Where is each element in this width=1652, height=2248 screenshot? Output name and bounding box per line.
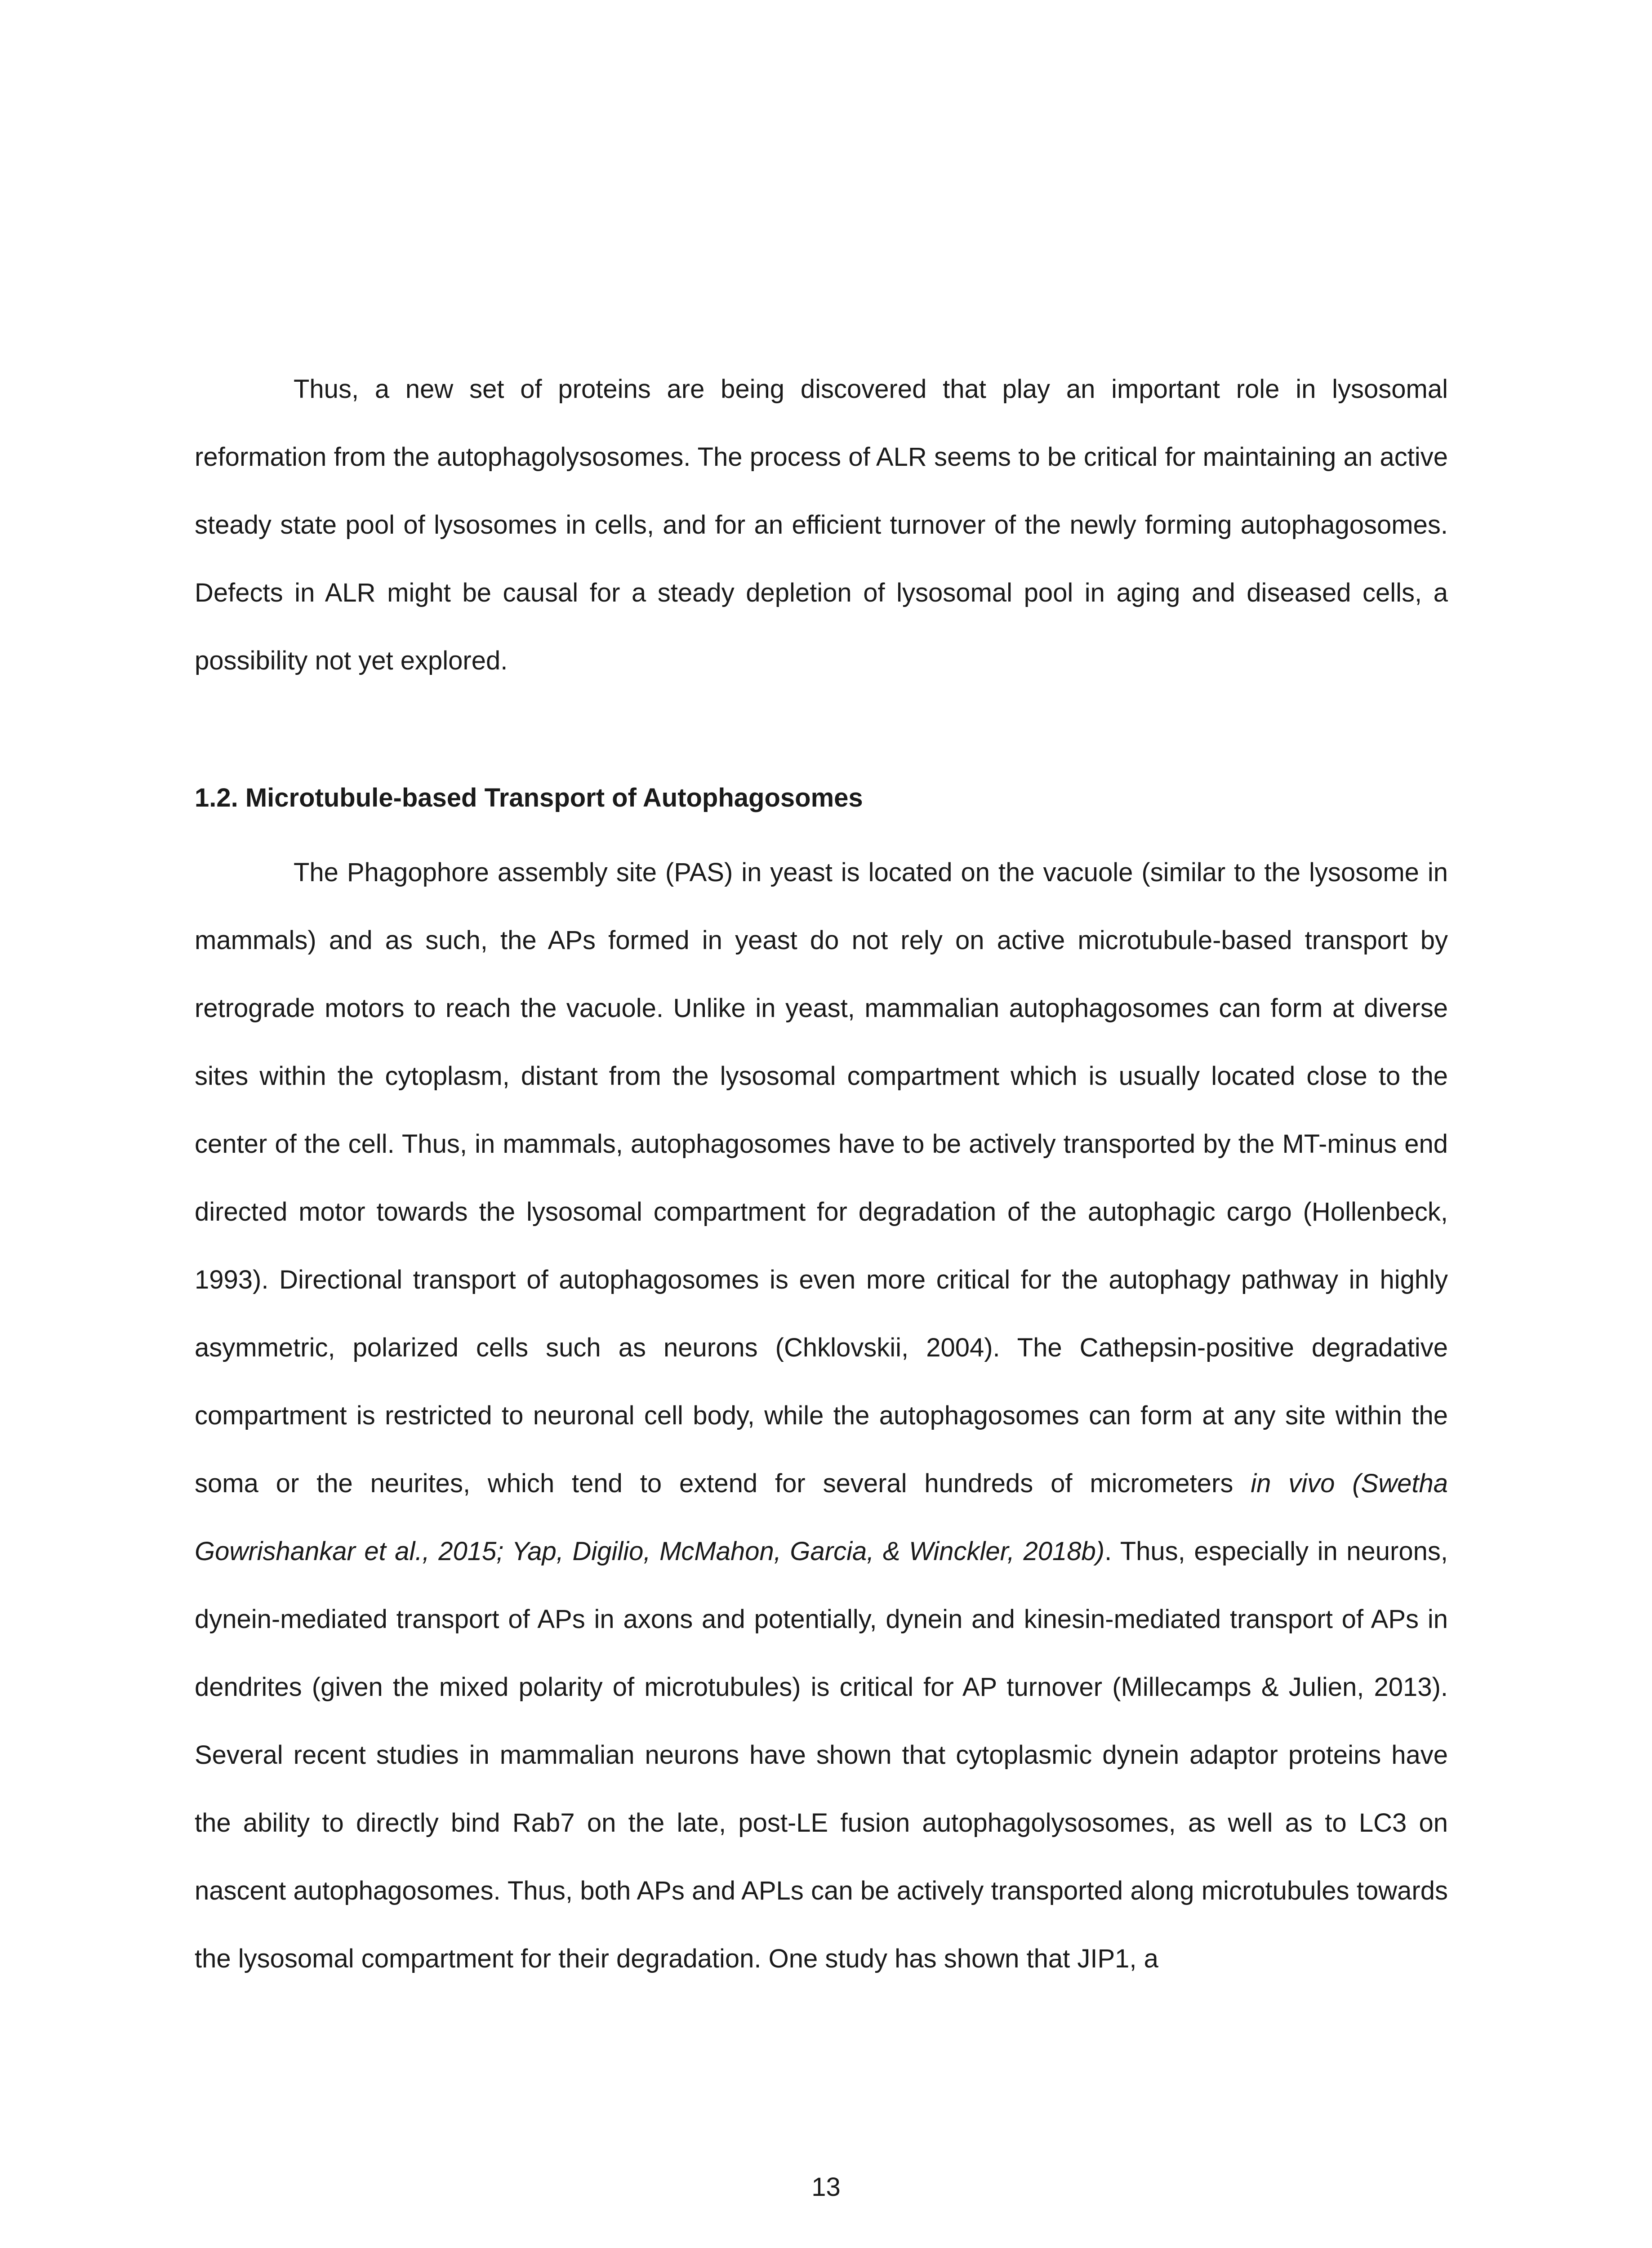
body-paragraph [195, 839, 1448, 1993]
body-paragraph: Thus, a new set of proteins are being discovered that play an important role in lysosomal reformation from the autophagolysosomes. The process of ALR seems to be critical for maintaining an active steady state pool of lysosomes in cells, and for an efficient turnover of the newly forming autophagosomes. Defects in ALR might be causal for a steady depletion of lysosomal pool in aging and diseased cells, a possibility not yet explored. [195, 375, 1448, 675]
paragraph-text: . Thus, especially in neurons, dynein-mediated transport of APs in axons and potentially, dynein and kinesin-mediated transport of APs in dendrites (given the mixed polarity of microtubules) is critical for AP turnover (Millecamps & Julien, 2013). Several recent studies in mammalian neurons have shown that cytoplasmic dynein adaptor proteins have the ability to directly bind Rab7 on the late, post-LE fusion autophagolysosomes, as well as to LC3 on nascent autophagosomes. Thus, both APs and APLs can be actively transported along microtubules towards the lysosomal compartment for their degradation. One study has shown that JIP1, a [195, 1537, 1448, 1973]
page-number: 13 [811, 2172, 841, 2202]
paragraph-text: The Phagophore assembly site (PAS) in yeast is located on the vacuole (similar to the lysosome in mammals) and as such, the APs formed in yeast do not rely on active microtubule-based transport by retrograde motors to reach the vacuole. Unlike in yeast, mammalian autophagosomes can form at diverse sites within the cytoplasm, distant from the lysosomal compartment which is usually located close to the center of the cell. Thus, in mammals, autophagosomes have to be actively transported by the MT-minus end directed motor towards the lysosomal compartment for degradation of the autophagic cargo (Hollenbeck, 1993). Directional transport of autophagosomes is even more critical for the autophagy pathway in highly asymmetric, polarized cells such as neurons (Chklovskii, 2004). The Cathepsin-positive degradative compartment is restricted to neuronal cell body, while the autophagosomes can form at any site within the soma or the neurites, which tend to extend for several hundreds of micrometers [195, 858, 1448, 1498]
section-heading: 1.2. Microtubule-based Transport of Autophagosomes [195, 783, 863, 812]
italic-citation: in vivo (Swetha Gowrishankar et al., 2015; Yap, Digilio, McMahon, Garcia, & Winckler, 2018b) [195, 1469, 1448, 1566]
